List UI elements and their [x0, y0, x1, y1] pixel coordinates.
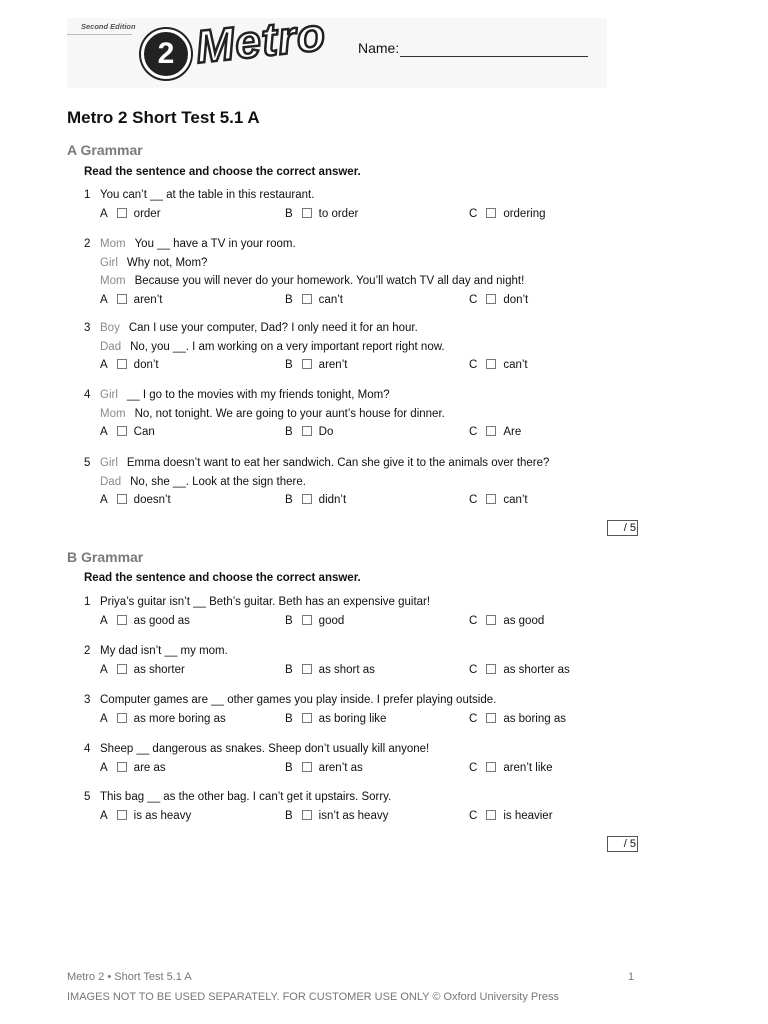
question-line — [100, 255, 207, 271]
answer-option-b[interactable] — [285, 760, 363, 776]
question-text: Because you will never do your homework. You’ll watch TV all day and night! — [134, 275, 525, 287]
option-letter: A — [100, 761, 108, 774]
section-a-score-box: / 5 — [607, 520, 638, 536]
option-text: don’t — [133, 359, 159, 371]
option-letter: B — [285, 712, 293, 725]
checkbox[interactable] — [486, 810, 496, 820]
section-a-instruction: Read the sentence and choose the correct answer. — [84, 166, 361, 178]
section-a-heading: A Grammar — [67, 142, 143, 158]
speaker-label: Mom — [100, 407, 126, 420]
answer-option-b[interactable] — [285, 357, 347, 373]
option-text: can’t — [318, 293, 343, 306]
answer-option-c[interactable] — [469, 206, 546, 222]
option-text: as good — [503, 614, 545, 627]
page-title: Metro 2 Short Test 5.1 A — [67, 108, 260, 127]
option-text: isn’t as heavy — [318, 809, 389, 822]
answer-option-a[interactable] — [100, 760, 166, 776]
answer-option-c[interactable] — [469, 808, 553, 824]
checkbox[interactable] — [486, 762, 496, 772]
question-text: My dad isn’t __ my mom. — [100, 645, 228, 657]
answer-option-a[interactable] — [100, 808, 191, 824]
option-text: good — [318, 614, 345, 627]
answer-option-a[interactable] — [100, 206, 161, 222]
option-letter: A — [100, 494, 108, 506]
option-text: order — [133, 207, 161, 220]
section-b-heading: B Grammar — [67, 549, 144, 565]
question-text: Sheep __ dangerous as snakes. Sheep don’t usually kill anyone! — [100, 743, 430, 755]
footer-copyright: IMAGES NOT TO BE USED SEPARATELY. FOR CUSTOMER USE ONLY © Oxford University Press — [67, 991, 560, 1003]
option-text: Can — [133, 426, 155, 438]
checkbox[interactable] — [302, 294, 312, 304]
question-text: __ I go to the movies with my friends tonight, Mom? — [126, 389, 390, 401]
speaker-label: Mom — [100, 238, 126, 250]
option-letter: B — [285, 293, 293, 306]
answer-option-a[interactable] — [100, 492, 171, 508]
question-line — [100, 273, 524, 289]
option-letter: B — [285, 494, 293, 506]
question-line — [100, 789, 391, 805]
option-letter: B — [285, 207, 293, 220]
question-line — [100, 339, 445, 355]
question-number: 5 — [84, 791, 91, 803]
answer-option-a[interactable] — [100, 711, 226, 727]
checkbox[interactable] — [117, 494, 127, 504]
speaker-label: Dad — [100, 340, 122, 353]
question-line — [100, 692, 496, 708]
option-text: as good as — [133, 614, 190, 627]
checkbox[interactable] — [486, 664, 496, 674]
speaker-label: Dad — [100, 475, 122, 488]
question-number: 4 — [84, 743, 91, 755]
option-text: aren’t as — [318, 761, 363, 774]
question-text: Computer games are __ other games you play inside. I prefer playing outside. — [100, 694, 497, 706]
option-letter: C — [469, 614, 478, 627]
speaker-label: Girl — [100, 256, 118, 269]
question-text: Priya’s guitar isn’t __ Beth’s guitar. Beth has an expensive guitar! — [100, 596, 431, 608]
option-letter: A — [100, 207, 108, 220]
option-letter: C — [469, 663, 478, 676]
question-line — [100, 387, 390, 403]
question-line — [100, 455, 549, 471]
option-text: as more boring as — [133, 712, 226, 725]
option-text: to order — [318, 207, 359, 220]
option-text: ordering — [503, 207, 546, 220]
checkbox[interactable] — [302, 359, 312, 369]
answer-option-c[interactable] — [469, 424, 521, 440]
question-line — [100, 187, 314, 203]
logo-number: 2 — [141, 29, 191, 79]
option-letter: C — [469, 761, 478, 774]
speaker-label: Boy — [100, 322, 120, 334]
option-text: can’t — [503, 359, 528, 371]
answer-option-b[interactable] — [285, 711, 386, 727]
option-letter: C — [469, 494, 478, 506]
checkbox[interactable] — [486, 359, 496, 369]
checkbox[interactable] — [117, 762, 127, 772]
checkbox[interactable] — [302, 426, 312, 436]
question-text: Why not, Mom? — [126, 256, 208, 269]
answer-option-a[interactable] — [100, 613, 190, 629]
checkbox[interactable] — [117, 359, 127, 369]
option-text: aren’t — [133, 293, 163, 306]
option-letter: B — [285, 663, 293, 676]
option-letter: A — [100, 293, 108, 306]
checkbox[interactable] — [117, 294, 127, 304]
option-letter: C — [469, 809, 478, 822]
section-b-score-box: / 5 — [607, 836, 638, 852]
question-text: No, she __. Look at the sign there. — [130, 475, 306, 488]
option-letter: A — [100, 809, 108, 822]
answer-option-c[interactable] — [469, 760, 553, 776]
question-line — [100, 320, 418, 336]
option-text: as short as — [318, 663, 375, 676]
answer-option-b[interactable] — [285, 424, 333, 440]
option-text: is as heavy — [133, 809, 192, 822]
answer-option-b[interactable] — [285, 662, 375, 678]
question-line — [100, 741, 429, 757]
option-text: don’t — [503, 293, 529, 306]
option-text: is heavier — [503, 809, 553, 822]
checkbox[interactable] — [117, 664, 127, 674]
speaker-label: Girl — [100, 389, 118, 401]
question-number: 3 — [84, 694, 91, 706]
checkbox[interactable] — [302, 762, 312, 772]
option-letter: A — [100, 712, 108, 725]
checkbox[interactable] — [486, 713, 496, 723]
answer-option-c[interactable] — [469, 357, 528, 373]
answer-option-a[interactable] — [100, 662, 185, 678]
answer-option-c[interactable] — [469, 492, 528, 508]
checkbox[interactable] — [486, 294, 496, 304]
checkbox[interactable] — [486, 494, 496, 504]
checkbox[interactable] — [302, 810, 312, 820]
answer-option-b[interactable] — [285, 613, 344, 629]
answer-option-b[interactable] — [285, 206, 358, 222]
answer-option-c[interactable] — [469, 613, 544, 629]
checkbox[interactable] — [486, 208, 496, 218]
option-letter: B — [285, 809, 293, 822]
checkbox[interactable] — [302, 615, 312, 625]
speaker-label: Girl — [100, 457, 118, 469]
option-text: aren’t — [318, 359, 348, 371]
edition-label: Second Edition — [81, 22, 136, 31]
question-line — [100, 643, 228, 659]
answer-option-b[interactable] — [285, 808, 388, 824]
option-letter: C — [469, 359, 478, 371]
answer-option-c[interactable] — [469, 292, 528, 308]
option-text: can’t — [503, 494, 528, 506]
option-letter: B — [285, 761, 293, 774]
answer-option-b[interactable] — [285, 292, 343, 308]
question-number: 4 — [84, 389, 91, 401]
question-number: 2 — [84, 645, 91, 657]
option-text: are as — [133, 761, 166, 774]
question-line — [100, 406, 445, 422]
name-label: Name: — [358, 40, 400, 56]
option-letter: C — [469, 426, 478, 438]
answer-option-a[interactable] — [100, 292, 162, 308]
question-number: 5 — [84, 457, 91, 469]
checkbox[interactable] — [117, 713, 127, 723]
option-text: as boring as — [503, 712, 566, 725]
footer-title: Metro 2 • Short Test 5.1 A — [67, 971, 192, 983]
question-text: Can I use your computer, Dad? I only need it for an hour. — [128, 322, 418, 334]
checkbox[interactable] — [117, 426, 127, 436]
question-text: You __ have a TV in your room. — [134, 238, 296, 250]
checkbox[interactable] — [117, 208, 127, 218]
question-number: 1 — [84, 596, 91, 608]
question-text: This bag __ as the other bag. I can’t get it upstairs. Sorry. — [100, 791, 392, 803]
section-b-instruction: Read the sentence and choose the correct answer. — [84, 572, 361, 584]
question-number: 3 — [84, 322, 91, 334]
question-text: Emma doesn’t want to eat her sandwich. Can she give it to the animals over there? — [126, 457, 550, 469]
checkbox[interactable] — [302, 713, 312, 723]
question-number: 2 — [84, 238, 91, 250]
option-text: Do — [318, 426, 334, 438]
option-text: doesn’t — [133, 494, 171, 506]
option-letter: C — [469, 207, 478, 220]
answer-option-c[interactable] — [469, 711, 566, 727]
option-text: as shorter as — [503, 663, 570, 676]
question-text: No, you __. I am working on a very important report right now. — [130, 340, 445, 353]
question-number: 1 — [84, 189, 91, 201]
option-text: as shorter — [133, 663, 185, 676]
option-text: as boring like — [318, 712, 387, 725]
option-text: Are — [503, 426, 522, 438]
question-text: You can’t __ at the table in this restaurant. — [100, 189, 315, 201]
checkbox[interactable] — [117, 615, 127, 625]
option-letter: C — [469, 712, 478, 725]
speaker-label: Mom — [100, 275, 126, 287]
question-line — [100, 474, 306, 490]
checkbox[interactable] — [302, 494, 312, 504]
option-letter: C — [469, 293, 478, 306]
answer-option-b[interactable] — [285, 492, 346, 508]
option-text: didn’t — [318, 494, 347, 506]
answer-option-c[interactable] — [469, 662, 570, 678]
option-letter: A — [100, 359, 108, 371]
checkbox[interactable] — [302, 208, 312, 218]
name-field-line[interactable] — [400, 56, 588, 57]
option-letter: B — [285, 359, 293, 371]
option-letter: A — [100, 614, 108, 627]
question-line — [100, 236, 296, 252]
answer-option-a[interactable] — [100, 357, 159, 373]
answer-option-a[interactable] — [100, 424, 155, 440]
logo-text: Metro — [193, 7, 329, 73]
option-letter: B — [285, 426, 293, 438]
question-line — [100, 594, 430, 610]
checkbox[interactable] — [486, 426, 496, 436]
option-letter: B — [285, 614, 293, 627]
question-text: No, not tonight. We are going to your aunt’s house for dinner. — [134, 407, 445, 420]
option-letter: A — [100, 663, 108, 676]
edition-divider — [67, 34, 132, 35]
checkbox[interactable] — [486, 615, 496, 625]
page-number: 1 — [628, 971, 635, 983]
option-text: aren’t like — [503, 761, 553, 774]
checkbox[interactable] — [117, 810, 127, 820]
checkbox[interactable] — [302, 664, 312, 674]
option-letter: A — [100, 426, 108, 438]
